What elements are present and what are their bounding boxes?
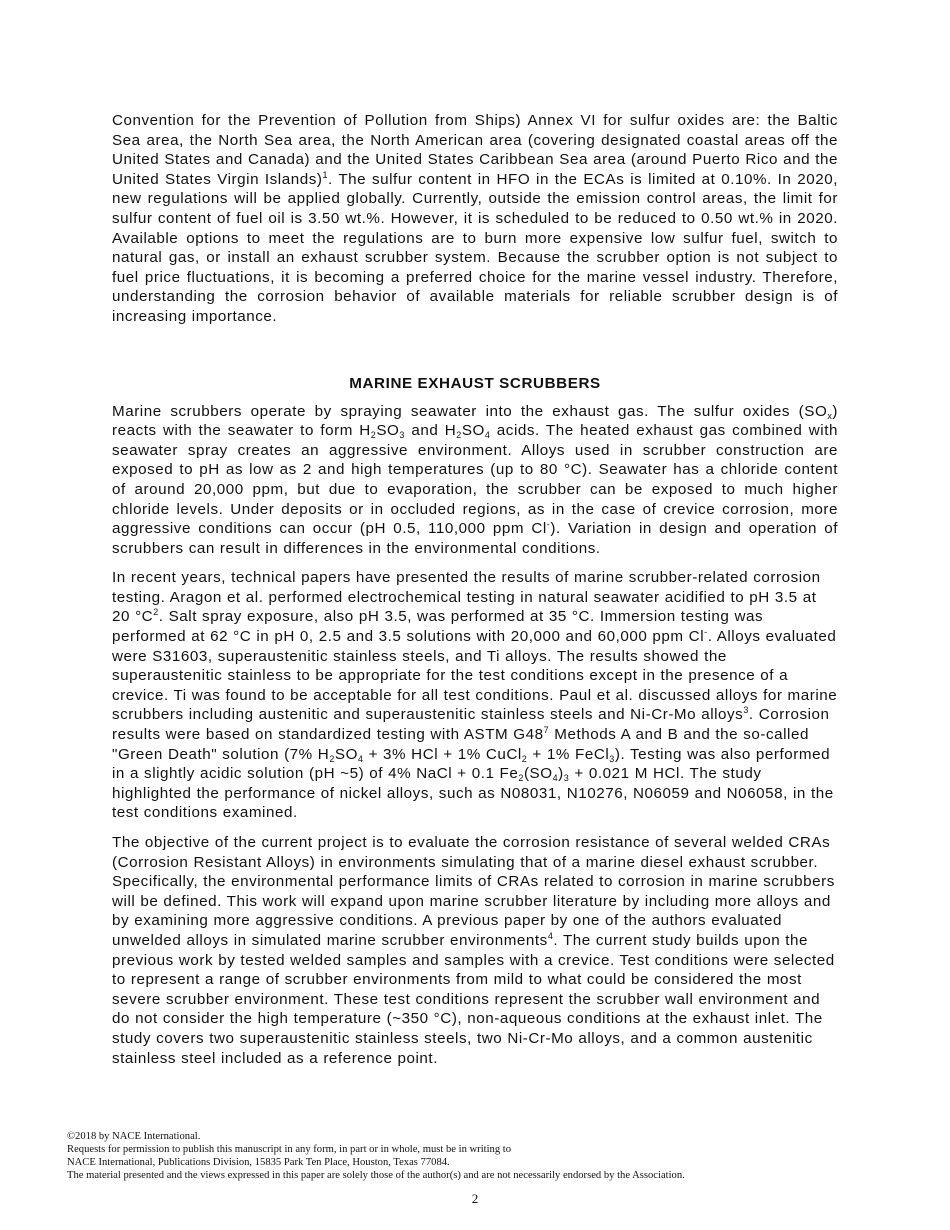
text-run: ). Testing was also performed in a slightly acidic solution (pH ~5) of 4% NaCl + 0.1 Fe [112, 745, 831, 783]
subscript: 4 [552, 773, 559, 784]
text-run: (SO [523, 765, 553, 783]
text-run: ) [558, 765, 564, 783]
citation-3: 3 [743, 705, 749, 716]
subscript: 4 [357, 753, 364, 764]
superscript: - [546, 519, 551, 530]
text-run: Methods A and B and the so-called "Green Death" solution (7% H [112, 726, 809, 763]
text-run: + 0.021 M HCl. The study highlighted the performance of nickel alloys, such as N08031, N10276, N06059 and N06058, in the test conditions examined. [112, 765, 834, 822]
text-run: The objective of the current project is to evaluate the corrosion resistance of several welded CRAs (Corrosion Resistant Alloys) in environments simulating that of a marine diesel exhaust scrubber. Specifically, the environmental performance limits of CRAs related to corrosion in marine scrubbers will be defined. This work will expand upon marine scrubber literature by including more alloys and by examining more aggressive conditions. A previous paper by one of the authors evaluated unwelded alloys in simulated marine scrubber environments [112, 834, 835, 949]
superscript: - [704, 627, 708, 638]
subscript: 2 [329, 753, 335, 764]
citation-7: 7 [543, 725, 550, 736]
copyright-footer [67, 1130, 897, 1182]
text-run: Marine scrubbers operate by spraying seawater into the exhaust gas. The sulfur oxides (SO [112, 402, 828, 420]
page-body [112, 111, 838, 1068]
citation-1: 1 [322, 169, 329, 180]
footer-copyright: ©2018 by NACE International. [67, 1131, 201, 1142]
text-run: . Salt spray exposure, also pH 3.5, was performed at 35 °C. Immersion testing was performed at 62 °C in pH 0, 2.5 and 3.5 solutions with 20,000 and 60,000 ppm Cl [112, 608, 764, 646]
subscript: 3 [399, 430, 405, 441]
text-run: . Corrosion results were based on standardized testing with ASTM G48 [112, 706, 830, 744]
intro-paragraph [112, 111, 838, 327]
text-run: ). Variation in design and operation of scrubbers can result in differences in the environmental conditions. [112, 520, 838, 557]
intro-text-cont: . The sulfur content in HFO in the ECAs is limited at 0.10%. In 2020, new regulations will be applied globally. Currently, outside the emission control areas, the limit for sulfur content of fuel oil is 3.50 wt.%. However, it is scheduled to be reduced to 0.50 wt.% in 2020. Available options to meet the regulations are to burn more expensive low sulfur fuel, switch to natural gas, or install an exhaust scrubber system. Because the scrubber option is not subject to fuel price fluctuations, it is becoming a preferred choice for the marine vessel industry. Therefore, understanding the corrosion behavior of available materials for reliable scrubber design is of increasing importance. [112, 170, 839, 325]
citation-2: 2 [153, 607, 159, 618]
subscript: 2 [518, 773, 524, 784]
text-run: ) reacts with the seawater to form H [112, 402, 838, 440]
subscript: 4 [484, 430, 491, 441]
objective-paragraph [112, 833, 838, 1068]
subscript: 2 [456, 430, 462, 441]
text-run: SO [376, 422, 400, 440]
subscript: 2 [370, 430, 377, 441]
scrubber-paragraph [112, 402, 838, 559]
text-run: . Alloys evaluated were S31603, superaustenitic stainless steels, and Ti alloys. The results showed the superaustenitic stainless to be appropriate for the test conditions except in the presence of a crevice. Ti was found to be acceptable for all test conditions. Paul et al. discussed alloys for marine scrubbers including austenitic and superaustenitic stainless steels and Ni-Cr-Mo alloys [112, 628, 838, 724]
text-run: In recent years, technical papers have presented the results of marine scrubber-related corrosion testing. Aragon et al. performed electrochemical testing in natural seawater acidified to pH 3.5 at 20 °C [112, 569, 821, 626]
text-run: SO [461, 422, 485, 440]
intro-text: Convention for the Prevention of Pollution from Ships) Annex VI for sulfur oxides are: the Baltic Sea area, the North Sea area, the North American area (covering designated coastal areas off the United States and Canada) and the United States Caribbean Sea area (around Puerto Rico and the United States Virgin Islands) [112, 112, 838, 188]
subscript: x [827, 410, 833, 421]
text-run: . The current study builds upon the previous work by tested welded samples and samples with a crevice. Test conditions were selected to represent a range of scrubber environments from mild to what could be considered the most severe scrubber environment. These test conditions represent the scrubber wall environment and do not consider the high temperature (~350 °C), non-aqueous conditions at the exhaust inlet. The study covers two superaustenitic stainless steels, two Ni-Cr-Mo alloys, and a common austenitic stainless steel included as a reference point. [112, 931, 835, 1067]
text-run: + 3% HCl + 1% CuCl [363, 745, 522, 763]
subscript: 3 [563, 773, 570, 784]
text-run: acids. The heated exhaust gas combined with seawater spray creates an aggressive environment. Alloys used in scrubber construction are exposed to pH as low as 2 and high temperatures (up to 80 °C). Seawater has a chloride content of around 20,000 ppm, but due to evaporation, the scrubber can be exposed to much higher chloride levels. Under deposits or in occluded regions, as in the case of crevice corrosion, more aggressive conditions can occur (pH 0.5, 110,000 ppm Cl [112, 422, 838, 538]
footer-disclaimer: The material presented and the views expressed in this paper are solely those of the author(s) and are not necessarily endorsed by the Association. [67, 1170, 685, 1181]
subscript: 2 [521, 753, 528, 764]
page-number: 2 [471, 1191, 479, 1206]
footer-permission: Requests for permission to publish this manuscript in any form, in part or in whole, must be in writing to [67, 1144, 512, 1155]
footer-address: NACE International, Publications Division, 15835 Park Ten Place, Houston, Texas 77084. [67, 1157, 450, 1168]
literature-paragraph [112, 568, 838, 823]
section-heading: MARINE EXHAUST SCRUBBERS [349, 374, 601, 392]
subscript: 3 [609, 753, 615, 764]
text-run: SO [334, 745, 358, 763]
text-run: and H [404, 422, 457, 440]
text-run: + 1% FeCl [527, 745, 610, 763]
citation-4: 4 [547, 930, 554, 941]
